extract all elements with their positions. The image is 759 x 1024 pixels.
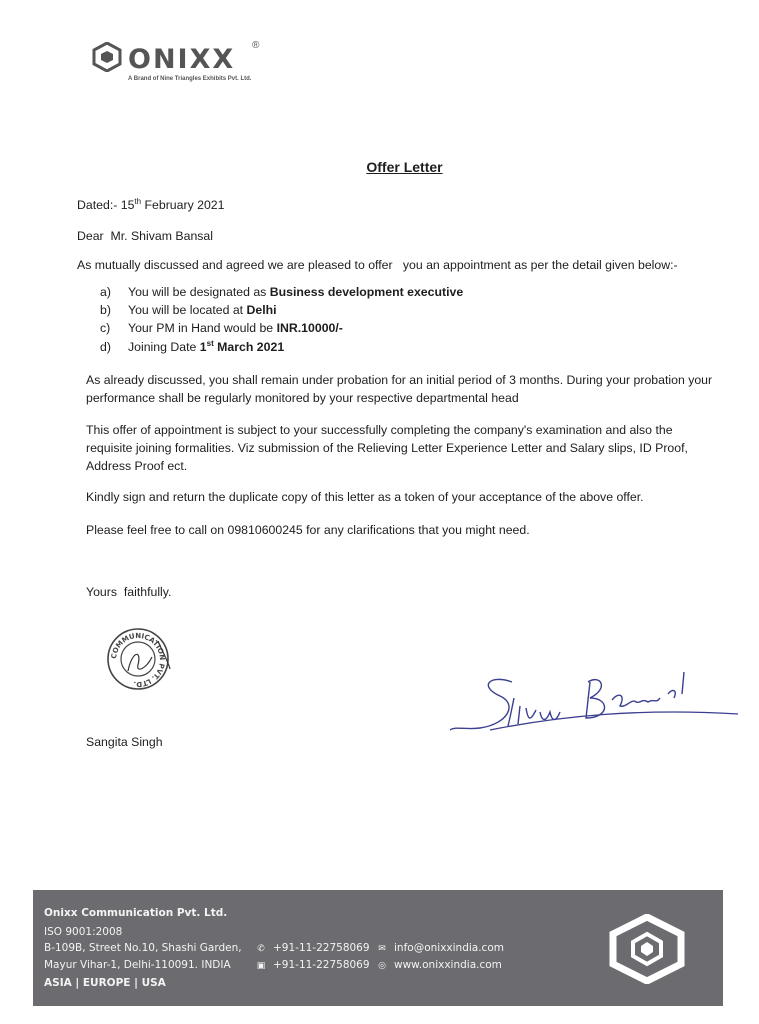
list-item: [100, 303, 463, 321]
registered-mark: ®: [252, 40, 260, 51]
list-item: [100, 321, 463, 339]
list-text: You will be located at: [128, 303, 247, 317]
list-item: [100, 285, 463, 303]
signer-name: Sangita Singh: [86, 735, 163, 749]
date-prefix: Dated:- 15: [77, 198, 135, 213]
letterhead-footer: [33, 890, 723, 1006]
date-ordinal: th: [134, 197, 142, 206]
intro-paragraph: As mutually discussed and agreed we are pleased to offer you an appointment as per the detail given below:-: [77, 258, 678, 272]
list-marker: a): [100, 285, 111, 299]
salutation: Dear Mr. Shivam Bansal: [77, 229, 213, 243]
list-item: [100, 339, 463, 357]
list-marker: c): [100, 321, 111, 335]
letter-title: Offer Letter: [366, 159, 443, 175]
fax-icon: ▣: [256, 961, 266, 971]
closing: Yours faithfully.: [86, 585, 172, 599]
joining-ordinal: st: [206, 339, 214, 348]
globe-icon: ◎: [378, 961, 386, 971]
list-text: You will be designated as: [128, 285, 270, 299]
footer-address-line2: Mayur Vihar-1, Delhi-110091. INDIA: [44, 959, 231, 971]
footer-iso: ISO 9001:2008: [44, 926, 123, 938]
list-text: Joining Date: [128, 340, 200, 355]
handwritten-signature: [450, 668, 740, 738]
designation-value: Business development executive: [269, 285, 464, 299]
fax-number: +91-11-22758069: [273, 959, 370, 971]
brand-tagline: A Brand of Nine Triangles Exhibits Pvt. Ltd.: [128, 76, 252, 82]
date-suffix: February 2021: [141, 198, 225, 213]
cube-logo-icon: [92, 42, 122, 72]
letter-date: [77, 193, 225, 214]
probation-paragraph: As already discussed, you shall remain under probation for an initial period of 3 months. During your probation your performance shall be regularly monitored by your respective departmental head: [86, 373, 713, 405]
footer-website: [376, 959, 502, 971]
stamp-text: COMMUNICATION PVT. LTD.: [109, 631, 167, 689]
offer-details-list: [100, 285, 463, 357]
company-stamp: [98, 621, 198, 701]
location-value: Delhi: [246, 303, 277, 317]
joining-day: 1: [199, 340, 207, 355]
phone-number: +91-11-22758069: [273, 942, 370, 954]
email-address: info@onixxindia.com: [394, 942, 504, 954]
brand-name: ONIXX: [128, 44, 236, 75]
contact-paragraph: Please feel free to call on 09810600245 for any clarifications that you might need.: [86, 523, 530, 537]
footer-address-line1: B-109B, Street No.10, Shashi Garden,: [44, 942, 242, 954]
brand-logo: [92, 42, 272, 92]
footer-regions: ASIA | EUROPE | USA: [44, 977, 166, 989]
footer-fax: [255, 959, 370, 971]
joining-date-value: March 2021: [213, 340, 285, 355]
cube-logo-icon: [609, 914, 685, 984]
conditions-paragraph: This offer of appointment is subject to your successfully completing the company's examination and also the requisite joining formalities. Viz submission of the Relieving Letter Experience Letter and Salary slips, ID Proof, Address Proof ect.: [86, 423, 688, 473]
footer-company: Onixx Communication Pvt. Ltd.: [44, 907, 228, 919]
list-text: Your PM in Hand would be: [128, 321, 277, 335]
svg-text:COMMUNICATION PVT. LTD.: [110, 632, 166, 688]
footer-phone: [255, 942, 370, 954]
website-url: www.onixxindia.com: [394, 959, 502, 971]
list-marker: b): [100, 303, 111, 317]
phone-icon: ✆: [257, 944, 265, 954]
acceptance-paragraph: Kindly sign and return the duplicate copy of this letter as a token of your acceptance of the above offer.: [86, 490, 644, 504]
email-icon: ✉: [378, 944, 386, 954]
salary-value: INR.10000/-: [276, 321, 343, 335]
list-marker: d): [100, 340, 111, 355]
footer-email: [376, 942, 504, 954]
